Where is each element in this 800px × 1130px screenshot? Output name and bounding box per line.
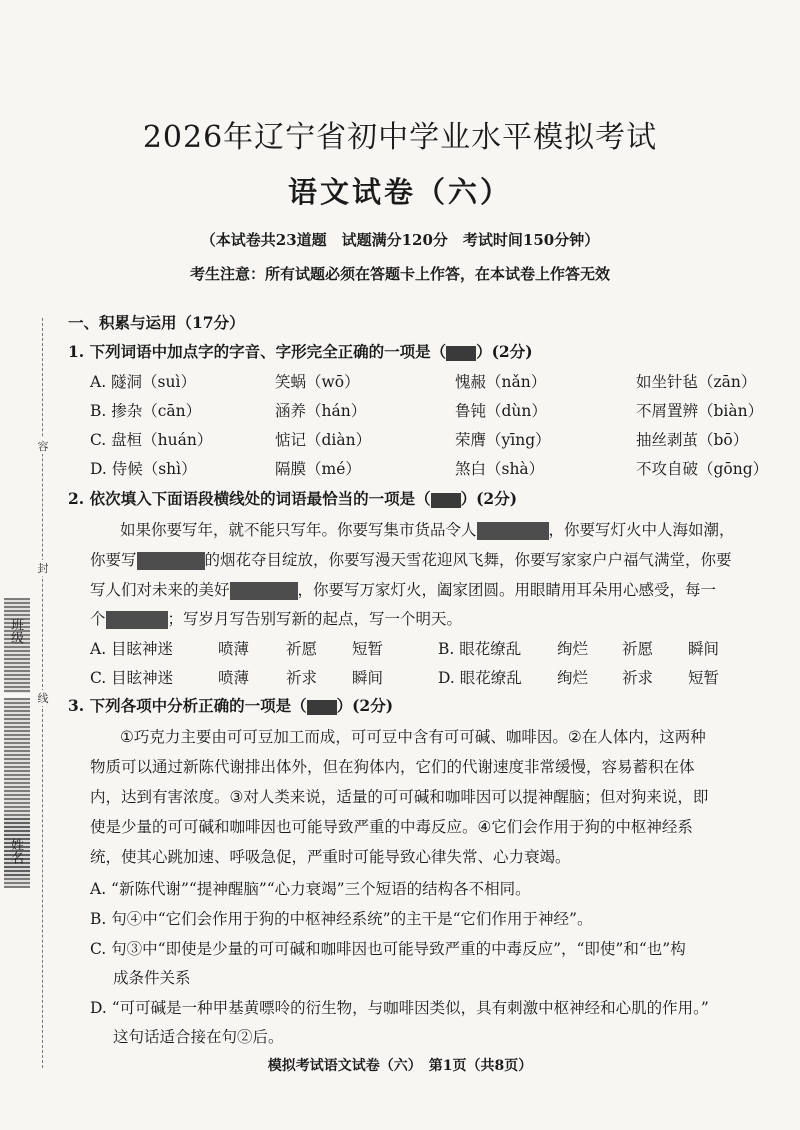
exam-subtitle: 语文试卷（六） (287, 175, 512, 209)
passage-text: 写人们对未来的美好 (90, 581, 230, 599)
question-3-points: ）(2分) (336, 696, 394, 715)
option-b-1: B. 掺杂（cān） (90, 402, 202, 420)
passage-text: 你要写 (90, 551, 137, 569)
option-c-3: 荣膺（yīng） (455, 431, 551, 449)
passage-text: 如果你要写年，就不能只写年。你要写集市货品令人 (120, 521, 477, 539)
question-3-stem-text: 3. 下列各项中分析正确的一项是（ (68, 696, 307, 715)
section-heading: 一、积累与运用（17分） (68, 313, 245, 332)
binding-char: 线 (37, 692, 49, 705)
binding-label-class: 班级 (8, 618, 23, 644)
option-a-1: A. 隧洞（suì） (90, 373, 196, 391)
option-b-2: 涵养（hán） (275, 402, 367, 420)
option-a-4: 如坐针毡（zān） (636, 373, 757, 391)
option-c-4: 抽丝剥茧（bō） (636, 431, 749, 449)
answer-box (307, 700, 337, 715)
question-3-stem (68, 694, 393, 716)
option-c-2: 喷薄 (218, 669, 250, 687)
question-2-stem-text: 2. 依次填入下面语段横线处的词语最恰当的一项是（ (68, 489, 431, 508)
passage-line: 统，使其心跳加速、呼吸急促，严重时可能导致心律失常、心力衰竭。 (90, 848, 571, 866)
option-a-3: 祈愿 (286, 640, 318, 658)
option-a-3: 愧赧（nǎn） (455, 373, 547, 391)
option-c-1: C. 盘桓（huán） (90, 431, 213, 449)
passage-line: ①巧克力主要由可可豆加工而成，可可豆中含有可可碱、咖啡因。②在人体内，这两种 (120, 728, 706, 746)
binding-margin (0, 318, 62, 1068)
binding-char: 封 (37, 562, 49, 575)
option-d-4: 不攻自破（gōng） (636, 460, 769, 478)
option-b-2: 绚烂 (557, 640, 589, 658)
q3-option-a: A. “新陈代谢”“提神醒脑”“心力衰竭”三个短语的结构各不相同。 (90, 880, 531, 898)
option-a-2: 笑蜗（wō） (275, 373, 360, 391)
option-d-1: D. 侍候（shì） (90, 460, 197, 478)
exam-title: 2026年辽宁省初中学业水平模拟考试 (142, 120, 658, 155)
option-d-1: D. 眼花缭乱 (438, 669, 522, 687)
option-c-2: 惦记（diàn） (275, 431, 372, 449)
option-b-1: B. 眼花缭乱 (438, 640, 522, 658)
option-d-4: 短暂 (688, 669, 720, 687)
option-a-4: 短暂 (352, 640, 384, 658)
passage-line (90, 548, 732, 570)
question-2-points: ）(2分) (460, 489, 518, 508)
fill-blank (230, 582, 298, 600)
question-1-points: ）(2分) (476, 342, 533, 361)
passage-text: ，你要写灯火中人海如潮， (548, 521, 735, 539)
option-d-3: 煞白（shà） (455, 460, 545, 478)
passage-line (90, 578, 716, 600)
passage-text: ；写岁月写告别写新的起点，写一个明天。 (167, 610, 463, 628)
option-c-4: 瞬间 (352, 669, 384, 687)
answer-box (446, 346, 476, 361)
page-footer: 模拟考试语文试卷（六） 第1页（共8页） (267, 1058, 533, 1074)
fill-blank (477, 522, 549, 540)
passage-line (90, 607, 462, 629)
option-a-1: A. 目眩神迷 (90, 640, 174, 658)
option-c-1: C. 目眩神迷 (90, 669, 174, 687)
binding-char: 容 (37, 440, 49, 453)
passage-text: 的烟花夺目绽放，你要写漫天雪花迎风飞舞，你要写家家户户福气满堂，你要 (204, 551, 732, 569)
q3-option-d-cont: 这句话适合接在句②后。 (113, 1028, 284, 1046)
question-1-stem (68, 340, 533, 362)
option-b-4: 瞬间 (688, 640, 720, 658)
q3-option-c: C. 句③中“即使是少量的可可碱和咖啡因也可能导致严重的中毒反应”，“即使”和“也”构 (90, 940, 686, 958)
option-b-4: 不屑置辨（biàn） (636, 402, 764, 420)
answer-box (431, 493, 461, 508)
option-d-3: 祈求 (622, 669, 654, 687)
option-b-3: 鲁钝（dùn） (455, 402, 547, 420)
binding-class-field (4, 598, 30, 693)
passage-line: 内，达到有害浓度。③对人类来说，适量的可可碱和咖啡因可以提神醒脑；但对狗来说，即 (90, 788, 709, 806)
q3-option-c-cont: 成条件关系 (113, 969, 191, 987)
question-2-stem (68, 487, 517, 509)
question-1-stem-text: 1. 下列词语中加点字的字音、字形完全正确的一项是（ (68, 342, 447, 361)
exam-info: （本试卷共23道题 试题满分120分 考试时间150分钟） (200, 231, 600, 249)
passage-text: ，你要写万家灯火，阖家团圆。用眼睛用耳朵用心感受，每一 (297, 581, 717, 599)
option-a-2: 喷薄 (218, 640, 250, 658)
q3-option-b: B. 句④中“它们会作用于狗的中枢神经系统”的主干是“它们作用于神经”。 (90, 910, 593, 928)
option-b-3: 祈愿 (622, 640, 654, 658)
passage-line: 物质可以通过新陈代谢排出体外，但在狗体内，它们的代谢速度非常缓慢，容易蓄积在体 (90, 758, 695, 776)
q3-option-d: D. “可可碱是一种甲基黄嘌呤的衍生物，与咖啡因类似，具有刺激中枢神经和心肌的作用。” (90, 999, 709, 1017)
option-d-2: 隔膜（mé） (275, 460, 361, 478)
binding-label-name: 姓名 (8, 838, 23, 864)
option-d-2: 绚烂 (557, 669, 589, 687)
passage-text: 个 (90, 610, 106, 628)
passage-line: 使是少量的可可碱和咖啡因也可能导致严重的中毒反应。④它们会作用于狗的中枢神经系 (90, 818, 693, 836)
fill-blank (106, 611, 168, 629)
option-c-3: 祈求 (286, 669, 318, 687)
passage-line (120, 518, 735, 540)
exam-notice: 考生注意：所有试题必须在答题卡上作答，在本试卷上作答无效 (189, 265, 610, 283)
fill-blank (137, 552, 205, 570)
